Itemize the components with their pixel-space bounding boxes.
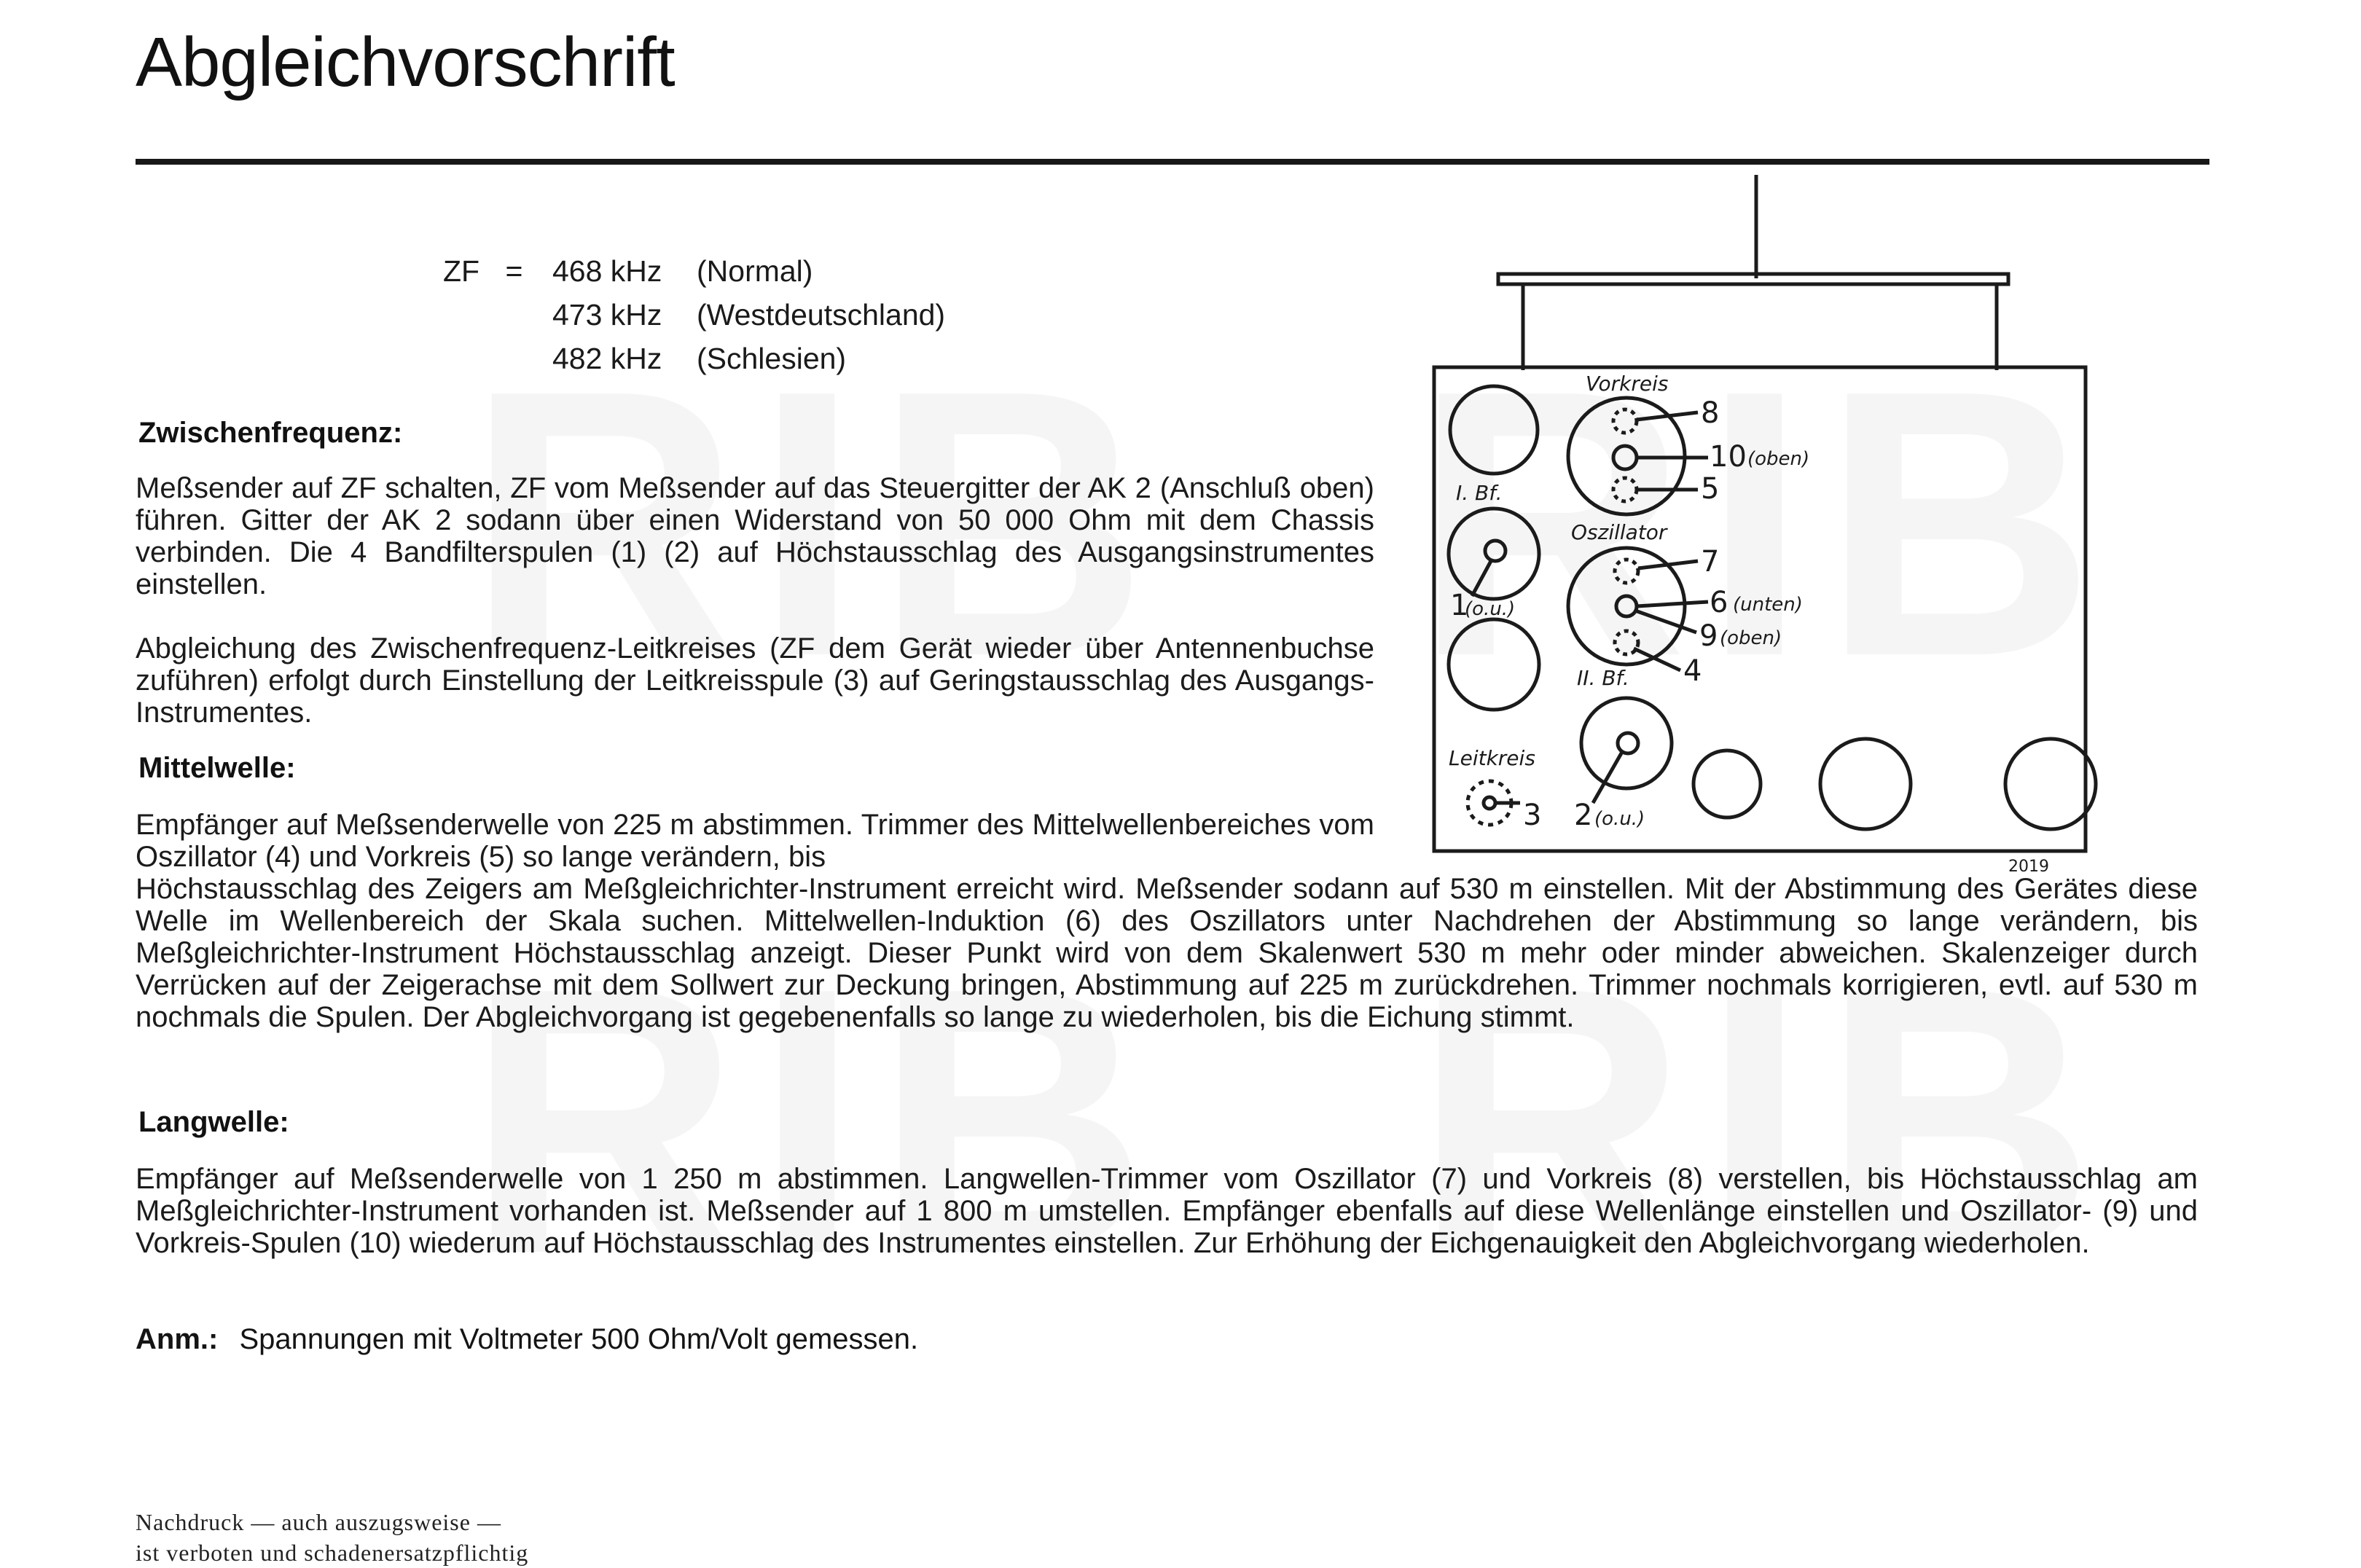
label-number-6: 6 (1710, 586, 1728, 619)
annotation-label: Anm.: (136, 1323, 219, 1355)
label-number-5: 5 (1701, 472, 1720, 506)
copyright-notice (136, 1507, 704, 1568)
label-number-3: 3 (1523, 799, 1542, 832)
label-note-6: (unten) (1733, 594, 1803, 616)
paragraph-mw-2: Höchstausschlag des Zeigers am Meßgleichrichter-Instrument erreicht wird. Meßsender sodann auf 530 m einstellen. Mit der Abstimmung des Gerätes diese Welle im Wellenbereich der Skala suchen. Mittelwellen-Induktion (6) des Oszillators unter Nachdrehen der Abstimmung so lange verändern, bis Meßgleichrichter-Instrument Höchstausschlag anzeigt. Dieser Punkt wird von dem Skalenwert 530 m mehr oder minder abweichen. Skalenzeiger durch Verrücken auf der Zeigerachse mit dem Sollwert zur Deckung bringen, Abstimmung auf 225 m zurückdrehen. Trimmer nochmals korrigieren, evtl. auf 530 m nochmals die Spulen. Der Abgleichvorgang ist gegebenenfalls so lange zu wiederholen, bis die Eichung stimmt. (136, 873, 2198, 1033)
copyright-line-1: Nachdruck — auch auszugsweise — (136, 1509, 501, 1535)
zf-row-normal (443, 249, 813, 293)
paragraph-mw-1: Empfänger auf Meßsenderwelle von 225 m abstimmen. Trimmer des Mittelwellenbereiches vom Oszillator (4) und Vorkreis (5) so lange verändern, bis (136, 809, 1374, 873)
label-number-8: 8 (1701, 396, 1720, 430)
label-leitkreis: Leitkreis (1449, 746, 1535, 770)
leader-4 (1634, 648, 1680, 670)
label-vorkreis: Vorkreis (1586, 372, 1669, 396)
trimmer-7-dashed (1615, 560, 1638, 583)
title-rule (136, 159, 2209, 165)
label-note-2: (o.u.) (1594, 808, 1645, 830)
tube-top-left (1450, 386, 1538, 474)
leader-6 (1637, 602, 1708, 606)
label-number-2: 2 (1574, 799, 1593, 832)
copyright-line-2: ist verboten und schadenersatzpflichtig (136, 1540, 529, 1566)
zf-value: 473 kHz (552, 298, 662, 332)
label-number-7: 7 (1701, 545, 1720, 579)
heading-zwischenfrequenz: Zwischenfrequenz: (138, 417, 403, 449)
label-number-9: 9 (1699, 619, 1718, 653)
heading-mittelwelle: Mittelwelle: (138, 752, 296, 784)
label-bf2: II. Bf. (1577, 666, 1629, 690)
zf-block (443, 249, 1026, 395)
annotation-text: Spannungen mit Voltmeter 500 Ohm/Volt gemessen. (239, 1323, 919, 1355)
coil-10-center (1613, 446, 1637, 469)
paragraph-lw-1: Empfänger auf Meßsenderwelle von 1 250 m abstimmen. Langwellen-Trimmer vom Oszillator (7) und Vorkreis (8) verstellen, bis Höchstausschlag am Meßgleichrichter-Instrument vorhanden ist. Meßsender auf 1 800 m umstellen. Empfänger ebenfalls auf diese Wellenlänge einstellen und Oszillator- (9) und Vorkreis-Spulen (10) wiederum auf Höchstausschlag des Instrumentes einstellen. Zur Erhöhung der Eichgenauigkeit den Abgleichvorgang wiederholen. (136, 1163, 2198, 1259)
tube-middle-left (1449, 619, 1539, 710)
zf-value: 482 kHz (552, 342, 662, 375)
page-title: Abgleichvorschrift (136, 23, 675, 101)
annotation-line (136, 1322, 918, 1357)
zf-value: 468 kHz (552, 254, 662, 288)
trimmer-8-dashed (1613, 409, 1637, 433)
chassis-alignment-diagram (1421, 175, 2121, 874)
bf2-coil (1581, 698, 1672, 788)
label-note-9: (oben) (1720, 627, 1782, 649)
zf-label: ZF (443, 254, 480, 288)
label-number-1: 1 (1450, 589, 1469, 622)
paragraph-zf-2: Abgleichung des Zwischenfrequenz-Leitkreises (ZF dem Gerät wieder über Antennenbuchse zuführen) erfolgt durch Einstellung der Leitkreisspule (3) auf Geringstausschlag des Ausgangs-Instrumentes. (136, 632, 1374, 729)
label-oszillator: Oszillator (1571, 520, 1667, 544)
coil-3-center (1484, 797, 1495, 809)
figure-number: 2019 (2008, 858, 2049, 874)
coil-6-center (1616, 596, 1637, 616)
zf-note: (Schlesien) (697, 342, 847, 375)
label-bf1: I. Bf. (1456, 481, 1503, 505)
antenna-bar (1498, 274, 2008, 284)
tube-bottom-1 (1694, 750, 1761, 818)
bf1-coil (1449, 509, 1539, 599)
coil-2-center (1618, 733, 1638, 753)
tube-bottom-3 (2005, 739, 2096, 829)
leader-9 (1635, 611, 1696, 632)
zf-note: (Normal) (697, 254, 813, 288)
label-number-10: 10 (1710, 440, 1747, 474)
label-number-4: 4 (1683, 654, 1702, 688)
coil-1-center (1485, 541, 1506, 561)
tube-bottom-2 (1820, 739, 1911, 829)
zf-note: (Westdeutschland) (697, 298, 946, 332)
heading-langwelle: Langwelle: (138, 1106, 289, 1138)
label-note-10: (oben) (1747, 448, 1810, 470)
label-note-1: (o.u.) (1465, 598, 1516, 620)
paragraph-zf-1: Meßsender auf ZF schalten, ZF vom Meßsender auf das Steuergitter der AK 2 (Anschluß oben) führen. Gitter der AK 2 sodann über einen Widerstand von 50 000 Ohm mit dem Chassis verbinden. Die 4 Bandfilterspulen (1) (2) auf Höchstausschlag des Ausgangsinstrumentes einstellen. (136, 472, 1374, 600)
leader-1 (1472, 561, 1491, 596)
trimmer-5-dashed (1613, 478, 1637, 501)
zf-equals: = (505, 254, 523, 288)
